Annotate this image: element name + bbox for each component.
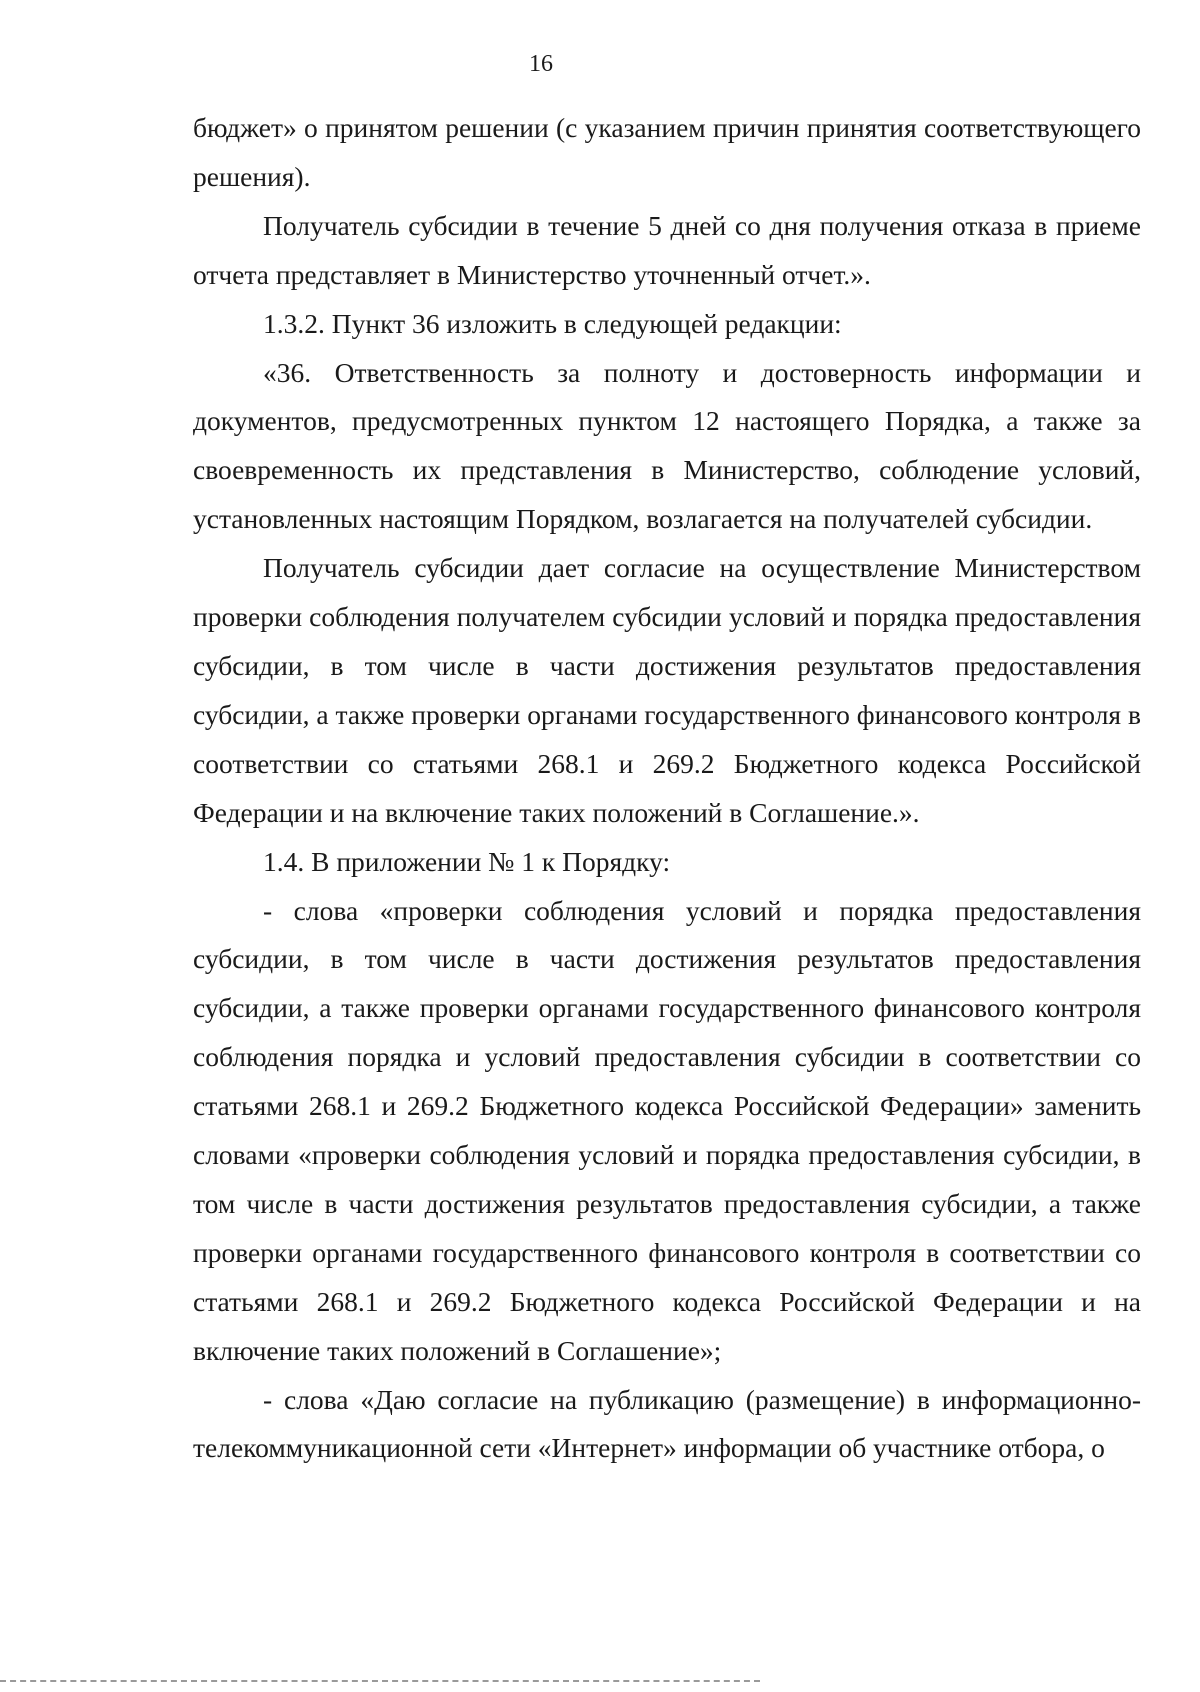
paragraph: - слова «проверки соблюдения условий и порядка предоставления субсидии, в том числе в части достижения результатов предоставления субсидии, а также проверки органами государственного финансового контроля соблюдения порядка и условий предоставления субсидии в соответствии со статьями 268.1 и 269.2 Бюджетного кодекса Российской Федерации» заменить словами «проверки соблюдения условий и порядка предоставления субсидии, в том числе в части достижения результатов предоставления субсидии, а также проверки органами государственного финансового контроля в соответствии со статьями 268.1 и 269.2 Бюджетного кодекса Российской Федерации и на включение таких положений в Соглашение»; <box>193 894 1141 1366</box>
paragraph: бюджет» о принятом решении (с указанием причин принятия соответствующего решения). <box>193 112 1141 192</box>
paragraph: «36. Ответственность за полноту и достоверность информации и документов, предусмотренных пунктом 12 настоящего Порядка, а также за своевременность их представления в Министерство, соблюдение условий, установленных настоящим Порядком, возлагается на получателей субсидии. <box>193 356 1141 535</box>
page-bottom-rule <box>0 1680 760 1682</box>
paragraph: Получатель субсидии дает согласие на осуществление Министерством проверки соблюдения получателем субсидии условий и порядка предоставления субсидии, в том числе в части достижения результатов предоставления субсидии, а также проверки органами государственного финансового контроля в соответствии со статьями 268.1 и 269.2 Бюджетного кодекса Российской Федерации и на включение таких положений в Соглашение.». <box>193 552 1141 828</box>
paragraph: 1.3.2. Пункт 36 изложить в следующей редакции: <box>263 307 842 339</box>
paragraph: - слова «Даю согласие на публикацию (размещение) в информационно-телекоммуникационной сети «Интернет» информации об участнике отбора, о <box>193 1383 1141 1464</box>
page-number: 16 <box>529 51 553 77</box>
document-body <box>193 104 1141 1473</box>
paragraph: 1.4. В приложении № 1 к Порядку: <box>263 845 671 877</box>
paragraph: Получатель субсидии в течение 5 дней со дня получения отказа в приеме отчета представляет в Министерство уточненный отчет.». <box>193 209 1141 290</box>
